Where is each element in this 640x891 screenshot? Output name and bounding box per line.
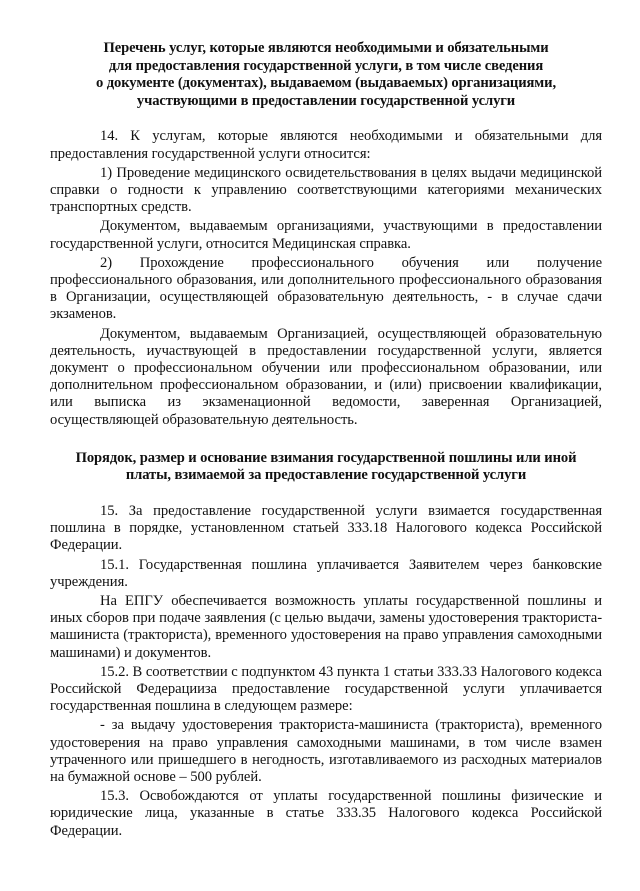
paragraph: 15. За предоставление государственной услуги взимается государственная пошлина в порядке, установленном статьей 333.18 Налогового кодекса Российской Федерации. xyxy=(50,503,602,554)
heading-state-fee xyxy=(50,450,602,485)
paragraph: 15.1. Государственная пошлина уплачивается Заявителем через банковские учреждения. xyxy=(50,556,602,590)
paragraph: 15.3. Освобождаются от уплаты государственной пошлины физические и юридические лица, указанные в статье 333.35 Налогового кодекса Российской Федерации. xyxy=(50,788,602,839)
paragraph: 2) Прохождение профессионального обучения или получение профессионального образования, или дополнительного профессионального образования в Организации, осуществляющей образовательную деятельность, - в случае сдачи экзаменов. xyxy=(50,254,602,323)
paragraph: Документом, выдаваемым Организацией, осуществляющей образовательную деятельность, иучаствующей в предоставлении государственной услуги, является документ о профессиональном обучении или профессиональном образовании, или дополнительном профессиональном образовании, и (или) присвоении квалификации, или выписка из экзаменационной ведомости, заверенная Организацией, осуществляющей образовательную деятельность. xyxy=(50,325,602,428)
heading-services-list xyxy=(50,40,602,110)
paragraph: На ЕПГУ обеспечивается возможность уплаты государственной пошлины и иных сборов при подаче заявления (с целью выдачи, замены удостоверения тракториста-машиниста (тракториста), временного удостоверения на право управления самоходными машинами) и документов. xyxy=(50,593,602,661)
heading-line: участвующими в предоставлении государственной услуги xyxy=(136,92,516,109)
paragraph: 1) Проведение медицинского освидетельствования в целях выдачи медицинской справки о годности к управлению соответствующими категориями механических транспортных средств. xyxy=(50,164,602,216)
heading-line: платы, взимаемой за предоставление государственной услуги xyxy=(125,467,527,484)
heading-line: Перечень услуг, которые являются необходимыми и обязательными xyxy=(103,40,549,56)
section-14 xyxy=(50,128,602,428)
paragraph: Документом, выдаваемым организациями, участвующими в предоставлении государственной услуги, относится Медицинская справка. xyxy=(50,218,602,252)
heading-line: для предоставления государственной услуги, в том числе сведения xyxy=(108,57,544,74)
heading-line: о документе (документах), выдаваемом (выдаваемых) организациями, xyxy=(95,75,557,92)
paragraph: - за выдачу удостоверения тракториста-машиниста (тракториста), временного удостоверения на право управления самоходными машинами, в том числе взамен утраченного или пришедшего в негодность, изготавливаемого из расходных материалов на бумажной основе – 500 рублей. xyxy=(50,717,602,786)
paragraph: 15.2. В соответствии с подпунктом 43 пункта 1 статьи 333.33 Налогового кодекса Российской Федерацииза предоставление государственной услуги уплачивается государственная пошлина в следующем размере: xyxy=(50,663,602,715)
paragraph: 14. К услугам, которые являются необходимыми и обязательными для предоставления государственной услуги относится: xyxy=(50,128,602,162)
heading-line: Порядок, размер и основание взимания государственной пошлины или иной xyxy=(75,449,577,466)
section-15 xyxy=(50,503,602,840)
